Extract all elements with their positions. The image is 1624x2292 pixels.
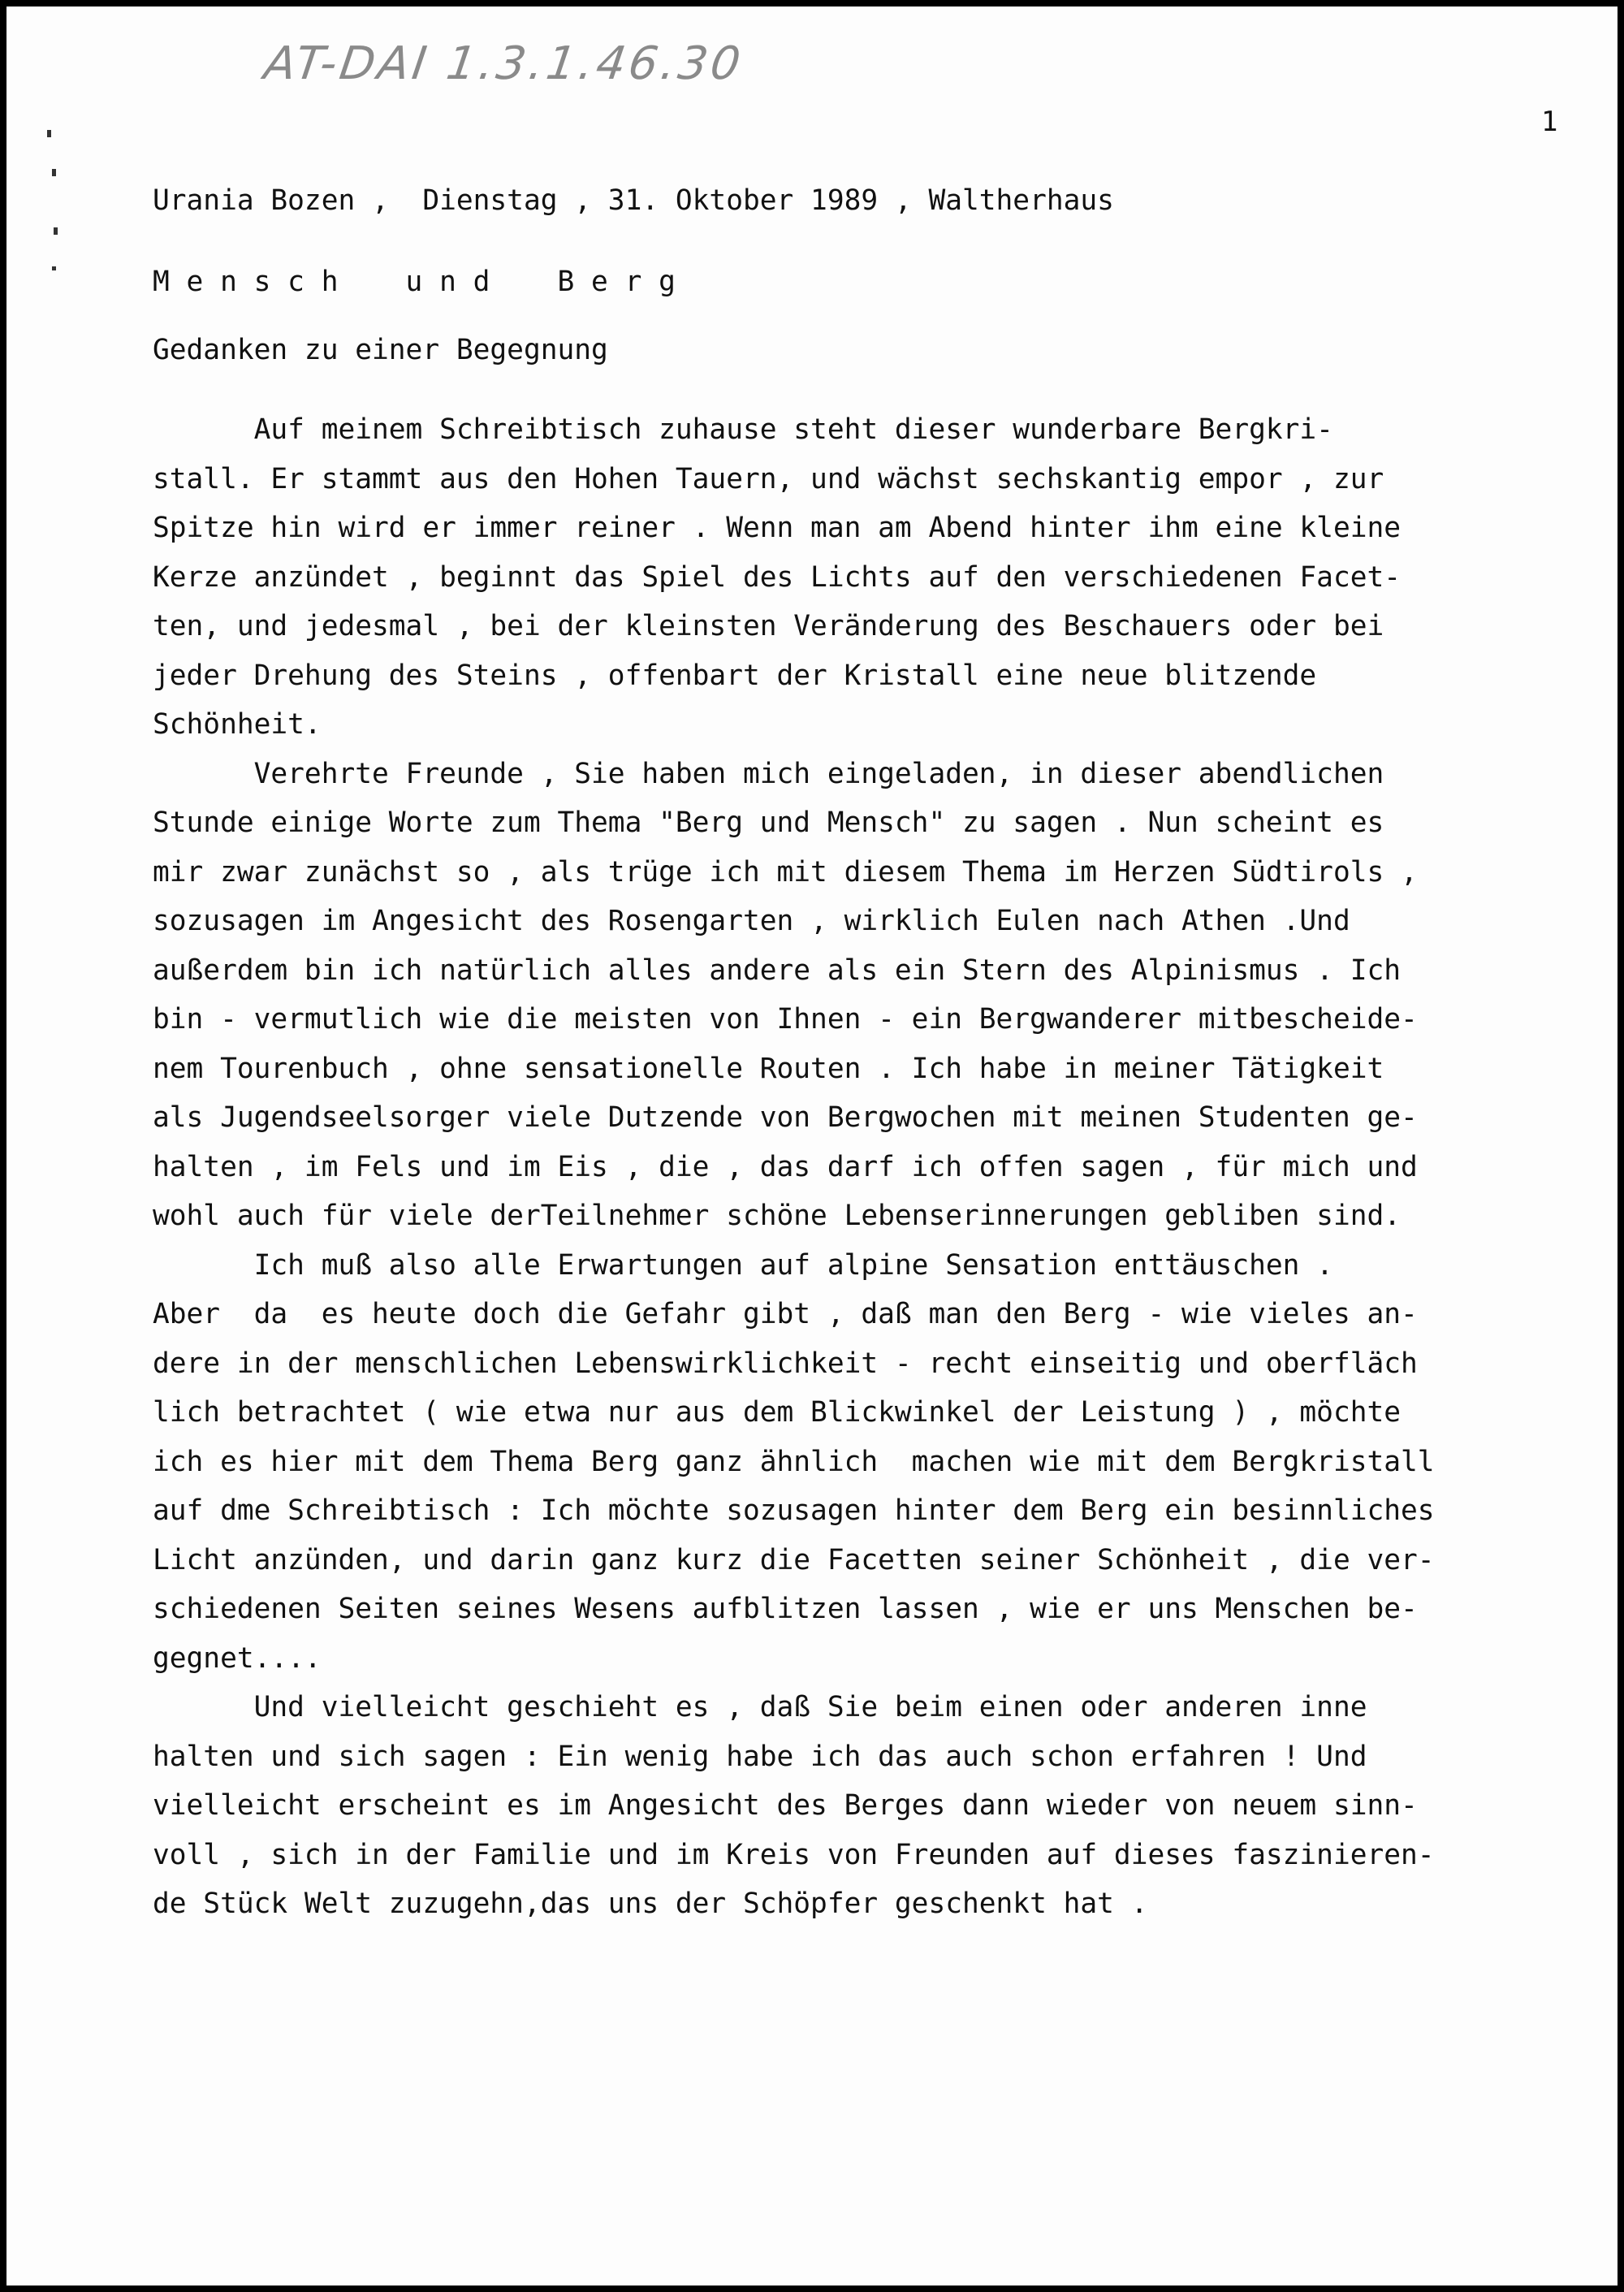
text-line: auf dme Schreibtisch : Ich möchte sozusagen hinter dem Berg ein besinnliches [153, 1494, 1435, 1527]
text-line: de Stück Welt zuzugehn,das uns der Schöpfer geschenkt hat . [153, 1888, 1148, 1920]
text-line: Und vielleicht geschieht es , daß Sie beim einen oder anderen inne [153, 1691, 1367, 1723]
archive-signature: AT-DAI 1.3.1.46.30 [261, 37, 747, 90]
text-line: ich es hier mit dem Thema Berg ganz ähnlich machen wie mit dem Bergkristall [153, 1445, 1435, 1478]
text-line: Spitze hin wird er immer reiner . Wenn man am Abend hinter ihm eine kleine [153, 512, 1402, 544]
text-line: Licht anzünden, und darin ganz kurz die Facetten seiner Schönheit , die ver- [153, 1543, 1435, 1576]
event-line: Urania Bozen , Dienstag , 31. Oktober 1989 , Waltherhaus [153, 184, 1114, 217]
document-page [6, 6, 1618, 2286]
text-line: halten , im Fels und im Eis , die , das darf ich offen sagen , für mich und [153, 1150, 1418, 1183]
text-line: ten, und jedesmal , bei der kleinsten Veränderung des Beschauers oder bei [153, 610, 1384, 642]
text-line: Auf meinem Schreibtisch zuhause steht dieser wunderbare Bergkri- [153, 413, 1333, 446]
text-line: als Jugendseelsorger viele Dutzende von Bergwochen mit meinen Studenten ge- [153, 1101, 1418, 1134]
text-line: jeder Drehung des Steins , offenbart der Kristall eine neue blitzende [153, 659, 1317, 692]
text-line: bin - vermutlich wie die meisten von Ihnen - ein Bergwanderer mitbescheide- [153, 1003, 1418, 1036]
text-line: gegnet.... [153, 1641, 322, 1675]
text-line: Stunde einige Worte zum Thema "Berg und Mensch" zu sagen . Nun scheint es [153, 807, 1384, 839]
text-line: sozusagen im Angesicht des Rosengarten , wirklich Eulen nach Athen .Und [153, 905, 1350, 937]
page-number: 1 [1541, 106, 1558, 138]
text-line: Ich muß also alle Erwartungen auf alpine Sensation enttäuschen . [153, 1248, 1333, 1282]
text-line: wohl auch für viele derTeilnehmer schöne Lebenserinnerungen gebliben sind. [153, 1200, 1402, 1232]
document-subtitle: Gedanken zu einer Begegnung [153, 334, 608, 366]
punch-mark [52, 169, 56, 176]
text-line: Kerze anzündet , beginnt das Spiel des Lichts auf den verschiedenen Facet- [153, 560, 1402, 594]
text-line: mir zwar zunächst so , als trüge ich mit diesem Thema im Herzen Südtirols , [153, 855, 1418, 889]
text-line: dere in der menschlichen Lebenswirklichkeit - recht einseitig und oberfläch [153, 1347, 1418, 1380]
text-line: Aber da es heute doch die Gefahr gibt , daß man den Berg - wie vieles an- [153, 1298, 1418, 1330]
text-line: voll , sich in der Familie und im Kreis von Freunden auf dieses faszinieren- [153, 1838, 1435, 1871]
text-line: nem Tourenbuch , ohne sensationelle Routen . Ich habe in meiner Tätigkeit [153, 1052, 1384, 1085]
text-line: schiedenen Seiten seines Wesens aufblitzen lassen , wie er uns Menschen be- [153, 1593, 1418, 1625]
text-line: vielleicht erscheint es im Angesicht des Berges dann wieder von neuem sinn- [153, 1789, 1418, 1822]
text-line: stall. Er stammt aus den Hohen Tauern, und wächst sechskantig empor , zur [153, 462, 1384, 495]
punch-mark [54, 227, 58, 235]
punch-mark [52, 266, 56, 270]
document-title: M e n s c h u n d B e r g [153, 266, 676, 298]
text-line: Verehrte Freunde , Sie haben mich eingeladen, in dieser abendlichen [153, 757, 1384, 790]
text-line: Schönheit. [153, 708, 322, 741]
punch-mark [47, 130, 51, 137]
text-line: lich betrachtet ( wie etwa nur aus dem Blickwinkel der Leistung ) , möchte [153, 1396, 1402, 1429]
text-line: halten und sich sagen : Ein wenig habe ich das auch schon erfahren ! Und [153, 1740, 1367, 1773]
text-line: außerdem bin ich natürlich alles andere als ein Stern des Alpinismus . Ich [153, 954, 1402, 987]
